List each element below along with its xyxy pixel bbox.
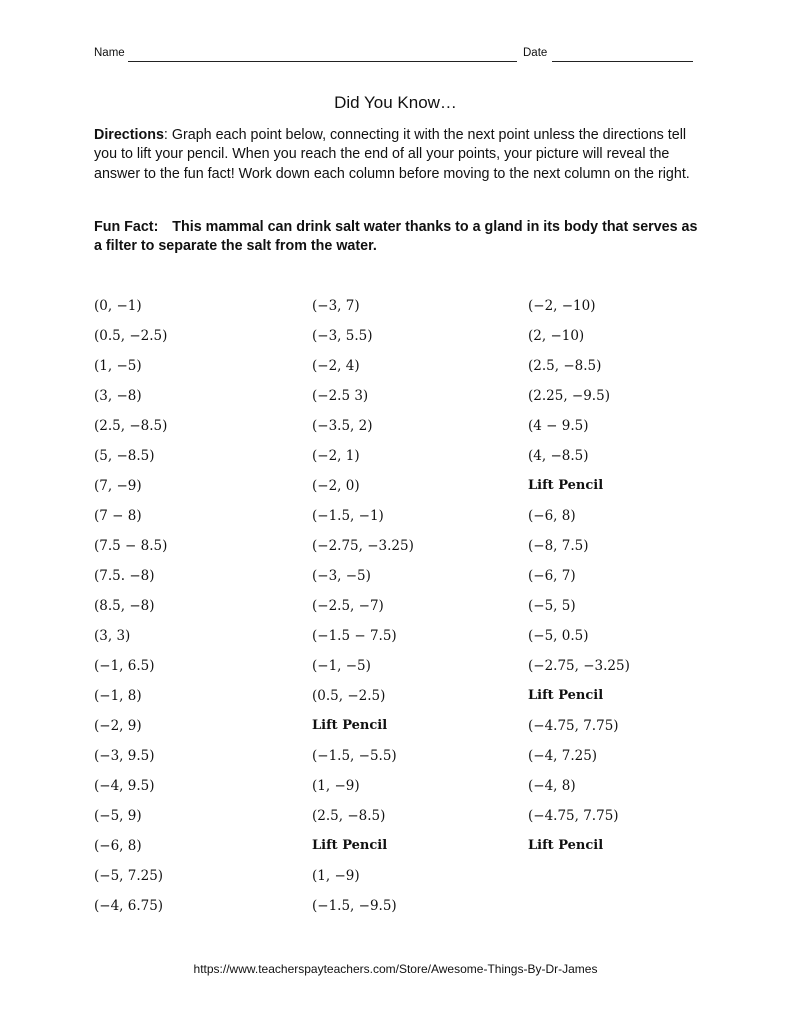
coordinate-point: (−4, 6.75)	[94, 898, 164, 914]
coordinate-point: (−3, 9.5)	[94, 748, 155, 764]
coordinate-point: (−5, 9)	[94, 808, 142, 824]
coordinate-point: (−3, −5)	[312, 568, 371, 584]
coordinate-point: (−2, 9)	[94, 718, 142, 734]
coordinate-point: (5, −8.5)	[94, 448, 155, 464]
coordinate-point: (−4, 7.25)	[528, 748, 598, 764]
coordinate-point: (4, −8.5)	[528, 448, 589, 464]
lift-pencil-instruction: Lift Pencil	[312, 718, 388, 733]
coordinate-point: (2.25, −9.5)	[528, 388, 610, 404]
coordinate-point: (−1.5 − 7.5)	[312, 628, 397, 644]
coordinate-point: (−6, 8)	[94, 838, 142, 854]
coordinate-point: (−1, −5)	[312, 658, 371, 674]
coordinate-point: (−5, 0.5)	[528, 628, 589, 644]
coordinate-point: (1, −5)	[94, 358, 142, 374]
coordinate-point: (−3, 5.5)	[312, 328, 373, 344]
date-field[interactable]	[552, 61, 693, 62]
coordinate-point: (2.5, −8.5)	[528, 358, 602, 374]
coordinate-point: (−2.5 3)	[312, 388, 369, 404]
coordinate-point: (−8, 7.5)	[528, 538, 589, 554]
coordinate-point: (−2.75, −3.25)	[528, 658, 630, 674]
fun-fact-text: This mammal can drink salt water thanks to a gland in its body that serves as a filter to separate the salt from the water.	[94, 219, 698, 255]
coordinate-point: (−5, 7.25)	[94, 868, 164, 884]
coordinate-point: (−4, 8)	[528, 778, 576, 794]
coordinate-point: (0, −1)	[94, 298, 142, 314]
directions-paragraph	[94, 126, 704, 184]
coordinate-point: (−1.5, −9.5)	[312, 898, 397, 914]
coordinate-point: (7.5. −8)	[94, 568, 155, 584]
coordinate-point: (1, −9)	[312, 778, 360, 794]
coordinate-point: (7, −9)	[94, 478, 142, 494]
coordinate-point: (7 − 8)	[94, 508, 142, 524]
coordinate-point: (−2.75, −3.25)	[312, 538, 414, 554]
coordinate-point: (−1.5, −1)	[312, 508, 384, 524]
name-label: Name	[94, 47, 125, 59]
coordinate-point: (−3.5, 2)	[312, 418, 373, 434]
directions-label: Directions	[94, 127, 164, 143]
fun-fact-label: Fun Fact:	[94, 219, 159, 235]
lift-pencil-instruction: Lift Pencil	[528, 478, 604, 493]
coordinate-point: (−1.5, −5.5)	[312, 748, 397, 764]
coordinate-point: (−1, 8)	[94, 688, 142, 704]
date-label: Date	[523, 47, 548, 59]
coordinate-point: (−4.75, 7.75)	[528, 718, 619, 734]
coordinate-point: (−6, 7)	[528, 568, 576, 584]
coordinate-point: (3, 3)	[94, 628, 131, 644]
coordinate-point: (2.5, −8.5)	[312, 808, 386, 824]
coordinate-point: (0.5, −2.5)	[312, 688, 386, 704]
lift-pencil-instruction: Lift Pencil	[528, 688, 604, 703]
directions-text: : Graph each point below, connecting it with the next point unless the directions tell you to lift your pencil. When you reach the end of all your points, your picture will reveal the answer to the fun fact! Work down each column before moving to the next column on the right.	[94, 127, 690, 182]
coordinate-point: (−2, 1)	[312, 448, 360, 464]
coordinate-point: (−3, 7)	[312, 298, 360, 314]
coordinate-point: (3, −8)	[94, 388, 142, 404]
coordinate-point: (−2, −10)	[528, 298, 596, 314]
coordinate-point: (−6, 8)	[528, 508, 576, 524]
coordinate-point: (2, −10)	[528, 328, 585, 344]
coordinate-point: (7.5 − 8.5)	[94, 538, 168, 554]
coordinate-point: (8.5, −8)	[94, 598, 155, 614]
name-field[interactable]	[128, 61, 517, 62]
coordinate-point: (2.5, −8.5)	[94, 418, 168, 434]
coordinate-point: (1, −9)	[312, 868, 360, 884]
page-title: Did You Know…	[334, 93, 457, 112]
coordinate-point: (0.5, −2.5)	[94, 328, 168, 344]
lift-pencil-instruction: Lift Pencil	[312, 838, 388, 853]
footer-url: https://www.teacherspayteachers.com/Store/Awesome-Things-By-Dr-James	[193, 962, 598, 976]
coordinate-point: (−4, 9.5)	[94, 778, 155, 794]
coordinate-point: (−1, 6.5)	[94, 658, 155, 674]
fun-fact-paragraph	[94, 218, 704, 257]
coordinate-point: (−2, 0)	[312, 478, 360, 494]
coordinate-point: (−5, 5)	[528, 598, 576, 614]
name-date-header	[94, 47, 694, 65]
coordinate-point: (−2.5, −7)	[312, 598, 384, 614]
coordinate-point: (4 − 9.5)	[528, 418, 589, 434]
coordinate-point: (−2, 4)	[312, 358, 360, 374]
coordinate-point: (−4.75, 7.75)	[528, 808, 619, 824]
lift-pencil-instruction: Lift Pencil	[528, 838, 604, 853]
